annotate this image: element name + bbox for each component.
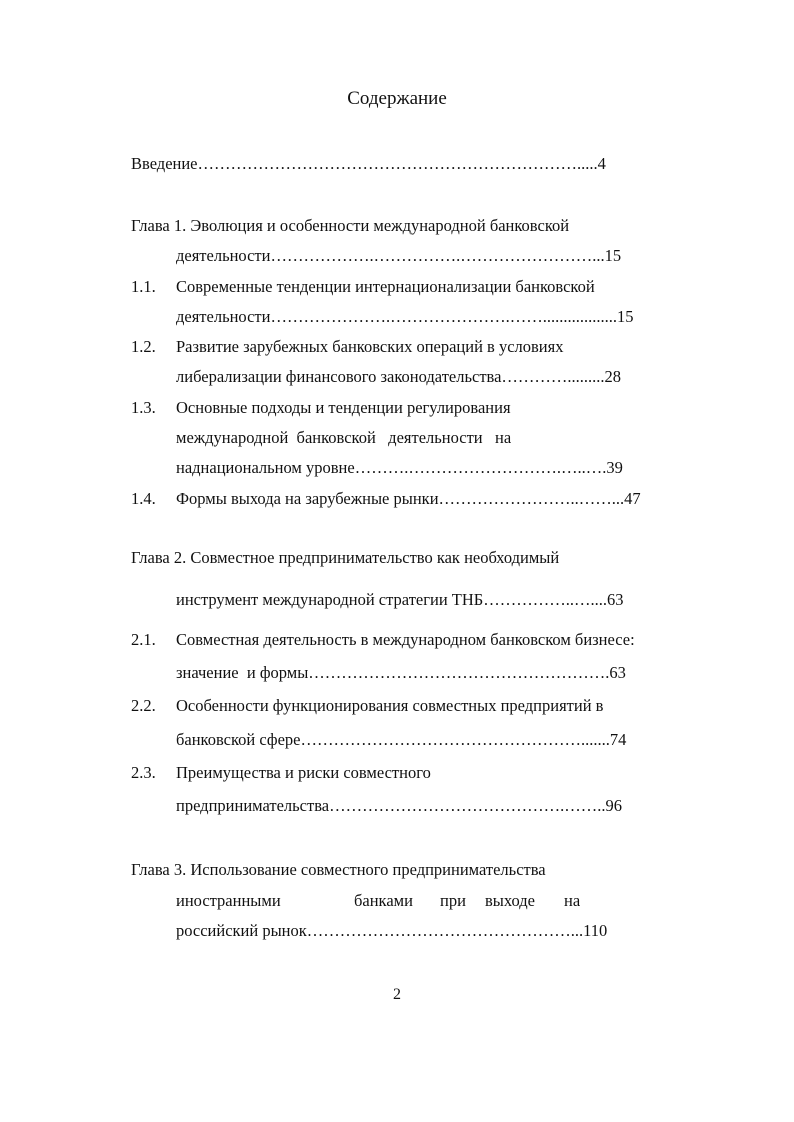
toc-section-2-1-title-cont: значение и формы……………………………………………….63: [176, 663, 626, 682]
toc-section-1-1-title: Современные тенденции интернационализации банковской: [176, 277, 595, 296]
toc-chapter-1-title: Глава 1. Эволюция и особенности международной банковской: [131, 216, 570, 235]
page-title: Содержание: [347, 88, 447, 109]
toc-section-1-1-title-cont: деятельности………………….………………….……..................15: [176, 307, 634, 326]
toc-chapter-2-title-cont: инструмент международной стратегии ТНБ……………..…....63: [176, 590, 624, 609]
toc-section-2-2-title-cont: банковской сфере…………………………………………….......74: [176, 730, 627, 749]
toc-section-number: 2.3.: [131, 763, 156, 782]
toc-section-number: 2.1.: [131, 630, 156, 649]
toc-section-2-3-title-cont: предпринимательства…………………………………….……..96: [176, 796, 622, 815]
toc-section-1-3-title: Основные подходы и тенденции регулирования: [176, 398, 511, 417]
toc-section-1-3-title-cont2: наднациональном уровне……….……………………….…..….39: [176, 458, 623, 477]
toc-section-1-4-title: Формы выхода на зарубежные рынки……………………..……...47: [176, 489, 641, 508]
page-number: 2: [393, 986, 401, 1003]
toc-section-2-3-title: Преимущества и риски совместного: [176, 763, 431, 782]
toc-section-2-1-title: Совместная деятельность в международном банковском бизнесе:: [176, 630, 635, 649]
toc-section-number: 1.3.: [131, 398, 156, 417]
toc-chapter-3-word: при: [440, 891, 466, 910]
toc-section-number: 1.4.: [131, 489, 156, 508]
toc-section-1-3-title-cont: международной банковской деятельности на: [176, 428, 512, 447]
toc-section-number: 1.1.: [131, 277, 156, 296]
toc-chapter-1-title-cont: деятельности……………….…………….……………………...15: [176, 246, 622, 265]
toc-chapter-2-title: Глава 2. Совместное предпринимательство как необходимый: [131, 548, 560, 567]
toc-chapter-3-word: банками: [354, 891, 413, 910]
toc-chapter-3-word: на: [564, 891, 581, 910]
toc-section-1-2-title-cont: либерализации финансового законодательства………….........28: [176, 367, 622, 386]
toc-chapter-3-word: выходе: [485, 891, 535, 910]
toc-entry-introduction: Введение…………………………………………………………….....4: [131, 154, 606, 173]
toc-chapter-3-word: иностранными: [176, 891, 281, 910]
toc-chapter-3-title: Глава 3. Использование совместного предпринимательства: [131, 860, 546, 879]
toc-section-number: 1.2.: [131, 337, 156, 356]
toc-section-number: 2.2.: [131, 696, 156, 715]
toc-section-2-2-title: Особенности функционирования совместных предприятий в: [176, 696, 604, 715]
toc-chapter-3-title-cont: российский рынок…………………………………………...110: [176, 921, 608, 940]
toc-section-1-2-title: Развитие зарубежных банковских операций в условиях: [176, 337, 564, 356]
